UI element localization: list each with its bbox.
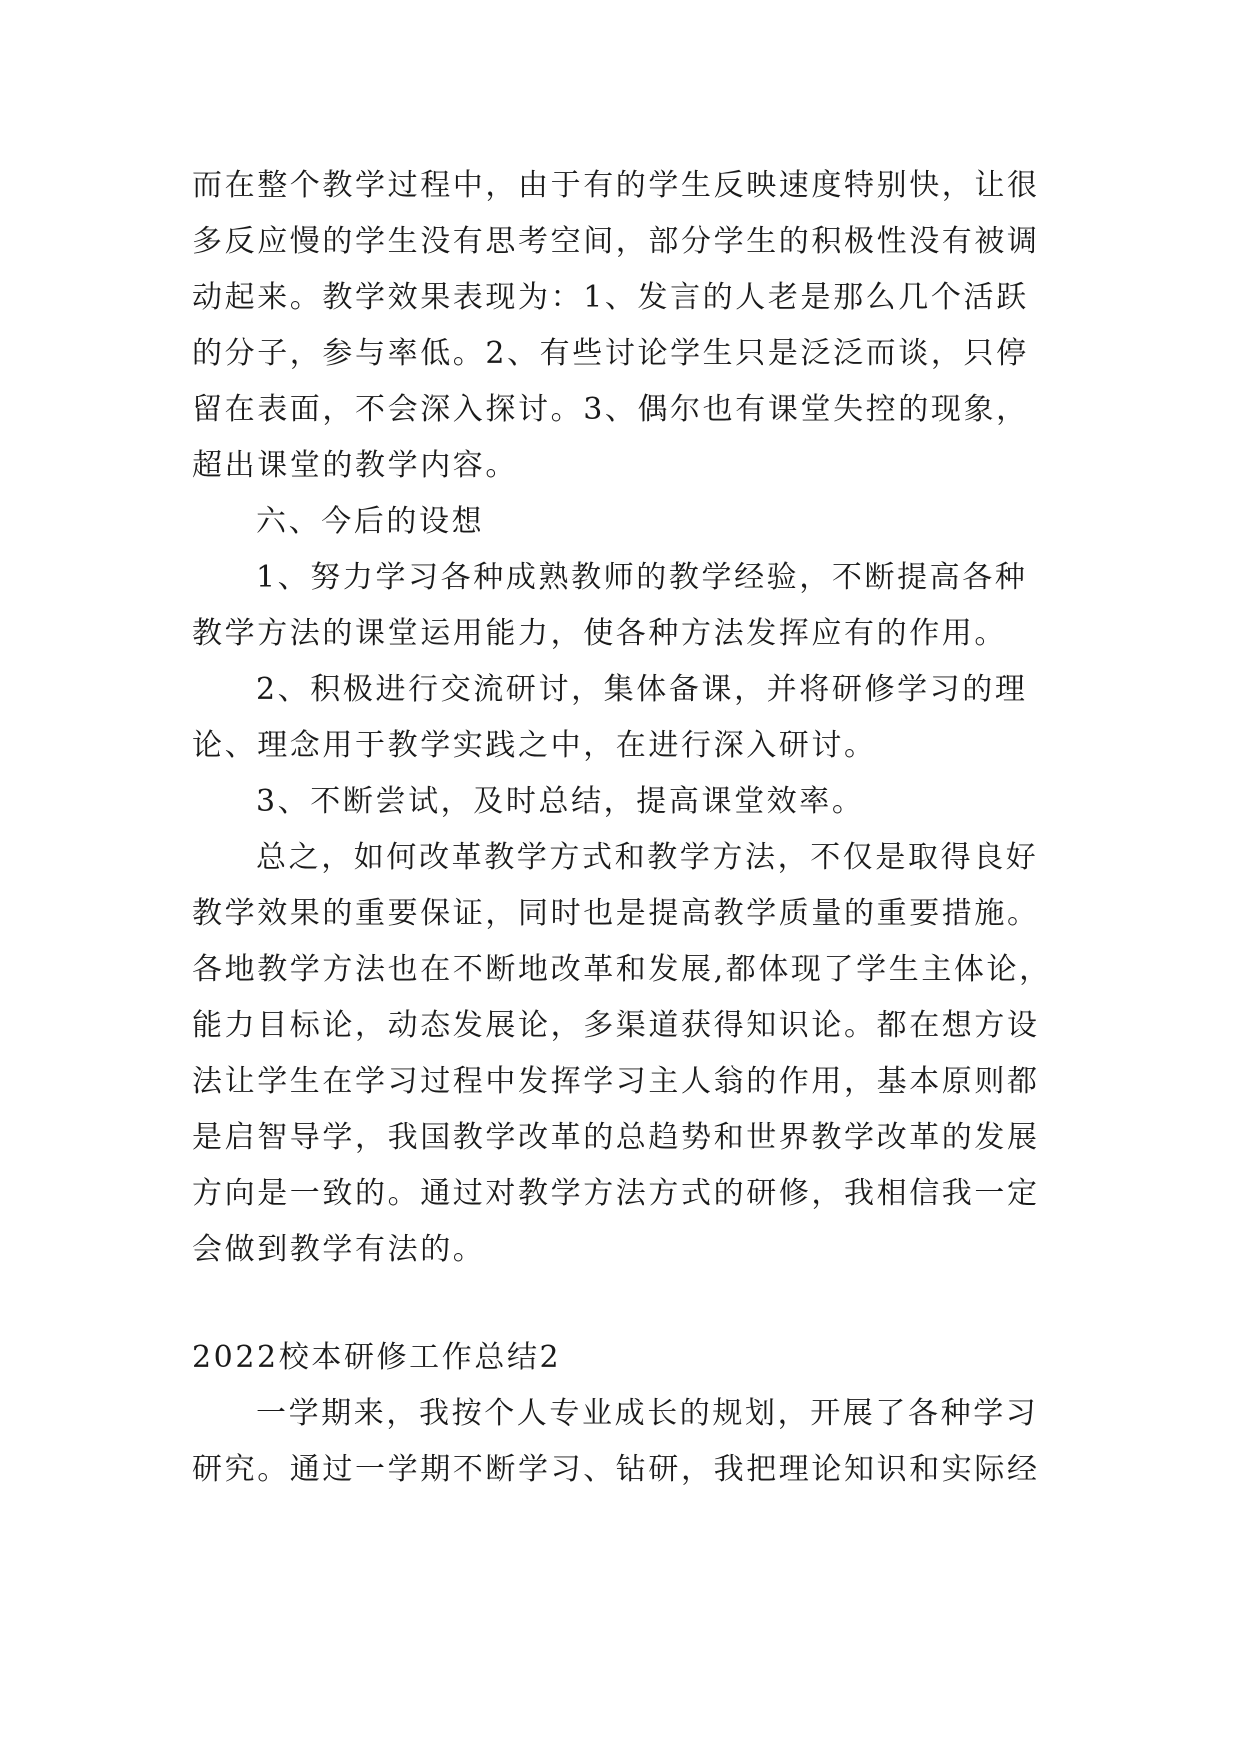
text-line: 1、努力学习各种成熟教师的教学经验，不断提高各种 <box>256 560 1028 595</box>
text-line: 方向是一致的。通过对教学方法方式的研修，我相信我一定 <box>192 1176 1040 1211</box>
text-line: 论、理念用于教学实践之中，在进行深入研讨。 <box>192 728 877 763</box>
text-line: 研究。通过一学期不断学习、钻研，我把理论知识和实际经 <box>192 1452 1040 1487</box>
text-line: 法让学生在学习过程中发挥学习主人翁的作用，基本原则都 <box>192 1064 1040 1099</box>
section-paragraph-block <box>192 1386 1062 1498</box>
text-line: 的分子，参与率低。2、有些讨论学生只是泛泛而谈，只停 <box>192 336 1029 371</box>
text-line: 留在表面，不会深入探讨。3、偶尔也有课堂失控的现象， <box>192 392 1029 427</box>
text-line: 总之，如何改革教学方式和教学方法，不仅是取得良好 <box>256 840 1039 875</box>
document-body <box>192 158 1062 1498</box>
section-title: 2022校本研修工作总结2 <box>192 1340 562 1375</box>
text-line: 各地教学方法也在不断地改革和发展,都体现了学生主体论， <box>192 952 1052 987</box>
text-line: 能力目标论，动态发展论，多渠道获得知识论。都在想方设 <box>192 1008 1040 1043</box>
text-line: 六、今后的设想 <box>256 504 485 539</box>
text-line: 是启智导学，我国教学改革的总趋势和世界教学改革的发展 <box>192 1120 1040 1155</box>
text-line: 教学效果的重要保证，同时也是提高教学质量的重要措施。 <box>192 896 1040 931</box>
text-line: 而在整个教学过程中，由于有的学生反映速度特别快，让很 <box>192 168 1040 203</box>
text-line: 动起来。教学效果表现为：1、发言的人老是那么几个活跃 <box>192 280 1029 315</box>
text-line: 超出课堂的教学内容。 <box>192 448 518 483</box>
text-line: 多反应慢的学生没有思考空间，部分学生的积极性没有被调 <box>192 224 1040 259</box>
text-line: 一学期来，我按个人专业成长的规划，开展了各种学习 <box>256 1396 1039 1431</box>
text-line: 3、不断尝试，及时总结，提高课堂效率。 <box>256 784 865 819</box>
text-line: 会做到教学有法的。 <box>192 1232 486 1267</box>
text-line: 教学方法的课堂运用能力，使各种方法发挥应有的作用。 <box>192 616 1007 651</box>
paragraph-block <box>192 158 1062 1278</box>
text-line: 2、积极进行交流研讨，集体备课，并将研修学习的理 <box>256 672 1028 707</box>
